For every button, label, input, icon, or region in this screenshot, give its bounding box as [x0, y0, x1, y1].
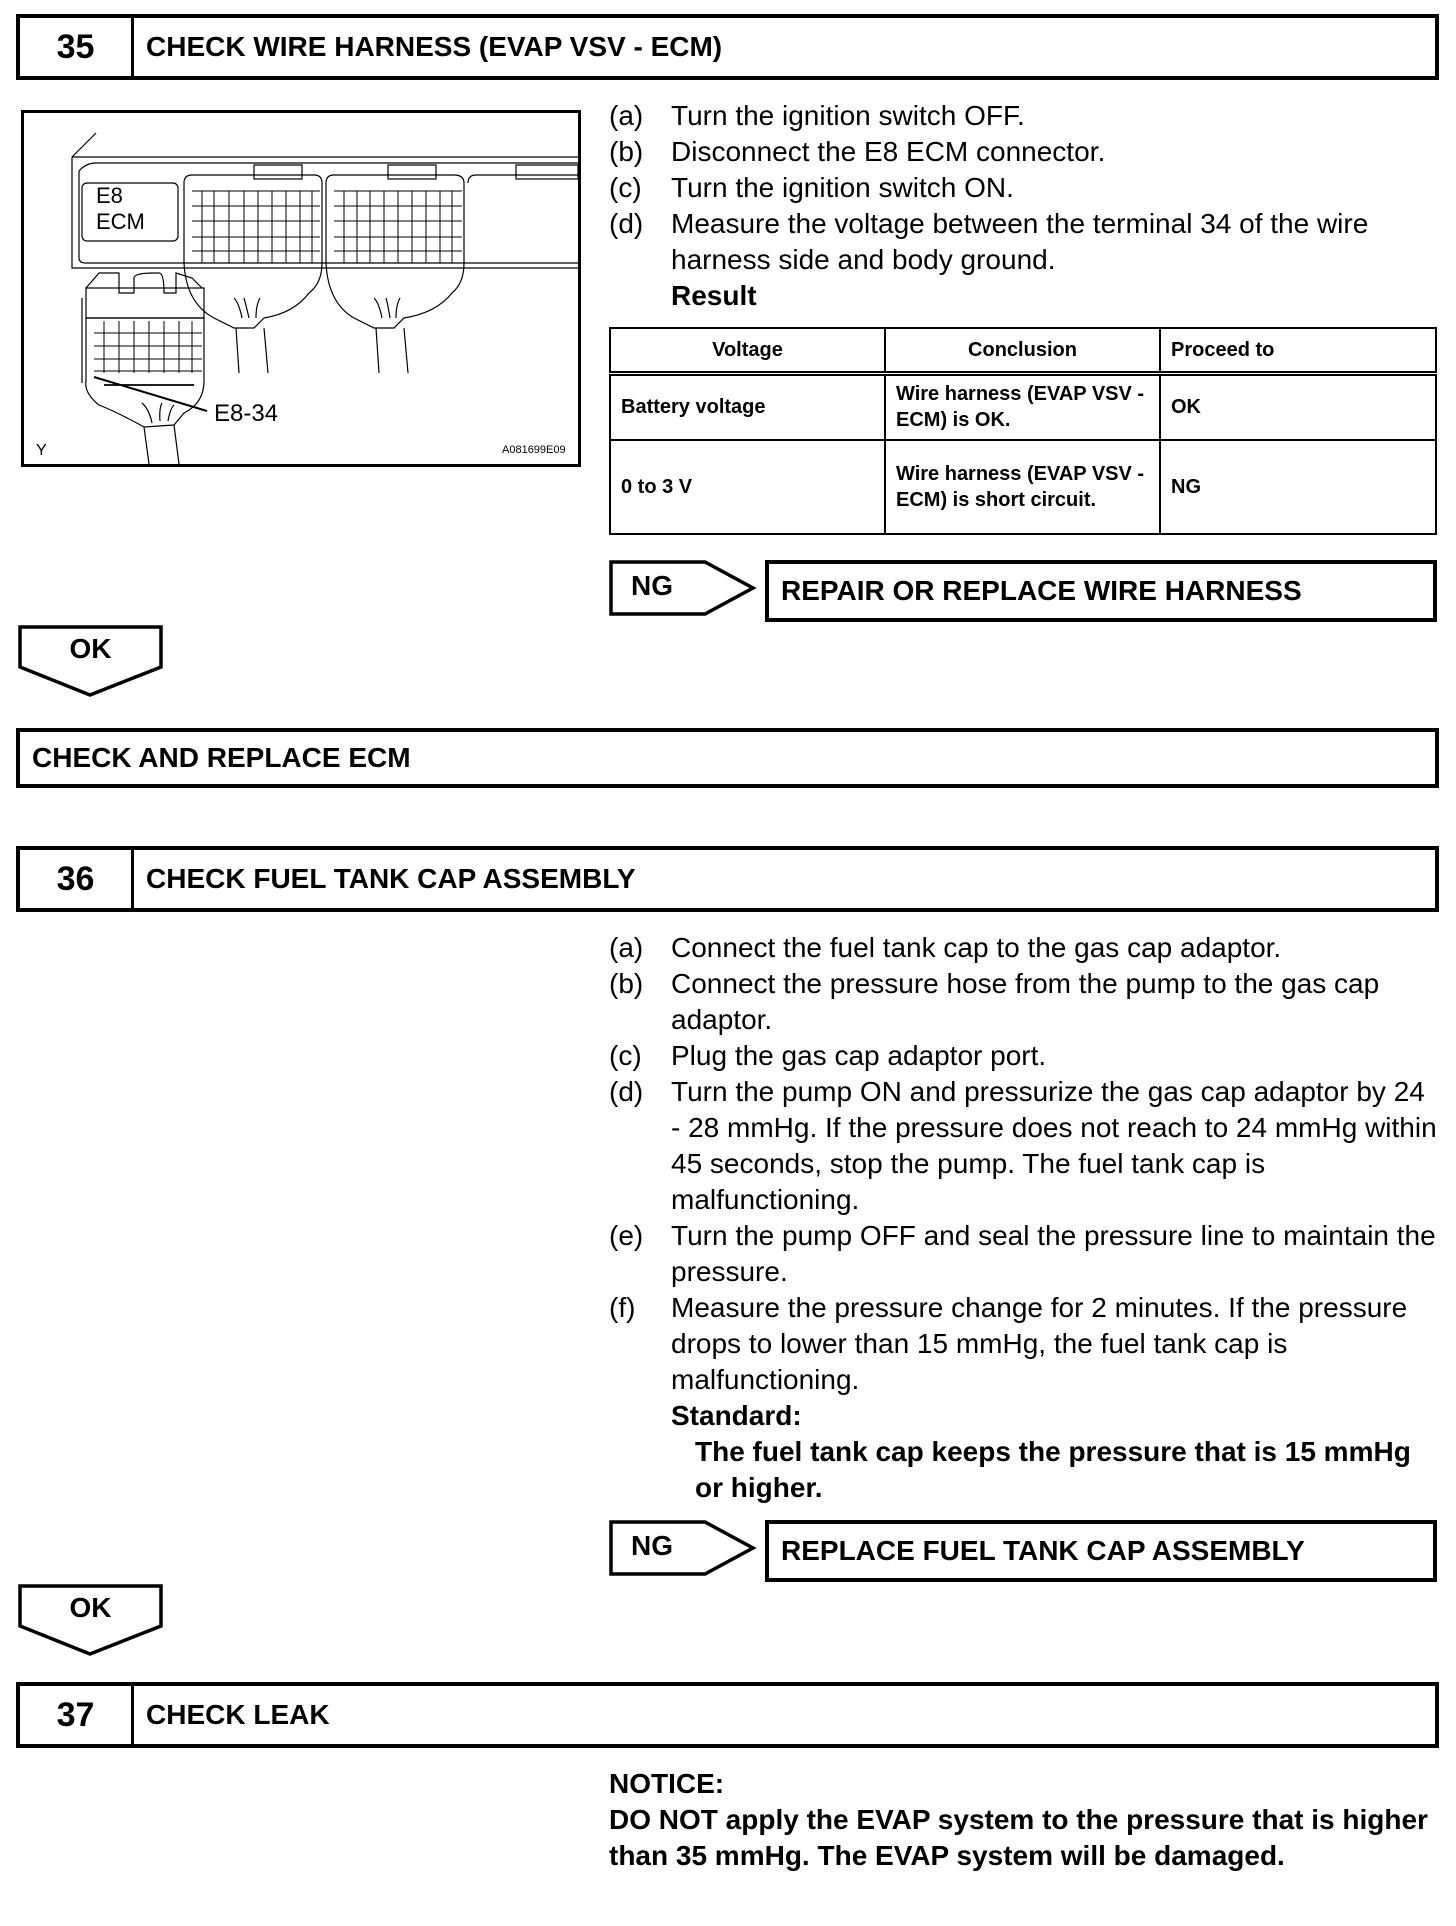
- figure-id: A081699E09: [502, 444, 566, 456]
- step-36-header: [16, 846, 1439, 912]
- step-number: 36: [20, 850, 134, 908]
- step-number: 37: [20, 1686, 134, 1744]
- result-heading: Result: [671, 280, 757, 311]
- corner-label: Y: [36, 442, 47, 459]
- step-36-ng-branch: [609, 1520, 1439, 1582]
- ng-action: REPAIR OR REPLACE WIRE HARNESS: [765, 560, 1437, 622]
- instruction-b: (b) Connect the pressure hose from the pump to the gas cap adaptor.: [609, 968, 1380, 1035]
- connector-label-e8: E8: [96, 183, 123, 208]
- notice-text: DO NOT apply the EVAP system to the pressure that is higher than 35 mmHg. The EVAP system will be damaged.: [609, 1804, 1428, 1871]
- column-header: Conclusion: [885, 328, 1160, 374]
- ng-label: NG: [631, 570, 673, 601]
- table-cell: OK: [1160, 374, 1436, 440]
- column-header: Voltage: [610, 328, 885, 374]
- table-cell: Wire harness (EVAP VSV - ECM) is OK.: [885, 374, 1160, 440]
- step-35-ng-branch: [609, 560, 1439, 622]
- column-header: Proceed to: [1160, 328, 1436, 374]
- step-37-header: [16, 1682, 1439, 1748]
- instruction-c: (c) Plug the gas cap adaptor port.: [609, 1040, 1047, 1071]
- table-cell: Wire harness (EVAP VSV - ECM) is short circuit.: [885, 440, 1160, 534]
- table-cell: Battery voltage: [610, 374, 885, 440]
- table-row: [610, 440, 1436, 534]
- step-37-notice: [609, 1766, 1429, 1874]
- instruction-a: (a) Turn the ignition switch OFF.: [609, 100, 1025, 131]
- instruction-b: (b) Disconnect the E8 ECM connector.: [609, 136, 1106, 167]
- table-header-row: [610, 328, 1436, 374]
- step-title: CHECK FUEL TANK CAP ASSEMBLY: [146, 863, 636, 894]
- instruction-e: (e) Turn the pump OFF and seal the pressure line to maintain the pressure.: [609, 1220, 1436, 1287]
- ecm-connector-figure: [21, 110, 581, 467]
- instruction-c: (c) Turn the ignition switch ON.: [609, 172, 1014, 203]
- step-35-header: [16, 14, 1439, 80]
- step-number: 35: [20, 18, 134, 76]
- standard-heading: Standard:: [671, 1400, 802, 1431]
- ok-label: OK: [69, 633, 112, 664]
- connector-label-ecm: ECM: [96, 209, 145, 234]
- table-cell: 0 to 3 V: [610, 440, 885, 534]
- standard-text: The fuel tank cap keeps the pressure that is 15 mmHg or higher.: [695, 1436, 1411, 1503]
- notice-heading: NOTICE:: [609, 1768, 725, 1799]
- table-cell: NG: [1160, 440, 1436, 534]
- step-title: CHECK LEAK: [146, 1699, 330, 1730]
- step-36-instructions: [609, 930, 1439, 1506]
- ng-action: REPLACE FUEL TANK CAP ASSEMBLY: [765, 1520, 1437, 1582]
- connector-diagram-icon: [24, 113, 578, 464]
- step-35-ok-branch: [18, 625, 163, 697]
- ng-label: NG: [631, 1530, 673, 1561]
- step-36-ok-branch: [18, 1584, 163, 1656]
- result-table: [609, 327, 1437, 535]
- step-title: CHECK WIRE HARNESS (EVAP VSV - ECM): [146, 31, 723, 62]
- step-35-instructions: [609, 98, 1439, 314]
- table-row: [610, 374, 1436, 440]
- terminal-label: E8-34: [214, 400, 279, 427]
- instruction-a: (a) Connect the fuel tank cap to the gas cap adaptor.: [609, 932, 1282, 963]
- instruction-f: (f) Measure the pressure change for 2 minutes. If the pressure drops to lower than 15 mmHg, the fuel tank cap is malfunctioning.: [609, 1292, 1408, 1395]
- ok-action-box: CHECK AND REPLACE ECM: [16, 728, 1439, 788]
- instruction-d: (d) Turn the pump ON and pressurize the gas cap adaptor by 24 - 28 mmHg. If the pressure does not reach to 24 mmHg within 45 seconds, stop the pump. The fuel tank cap is malfunctioning.: [609, 1076, 1437, 1215]
- instruction-d: (d) Measure the voltage between the terminal 34 of the wire harness side and body ground.: [609, 208, 1369, 275]
- ok-label: OK: [69, 1592, 112, 1623]
